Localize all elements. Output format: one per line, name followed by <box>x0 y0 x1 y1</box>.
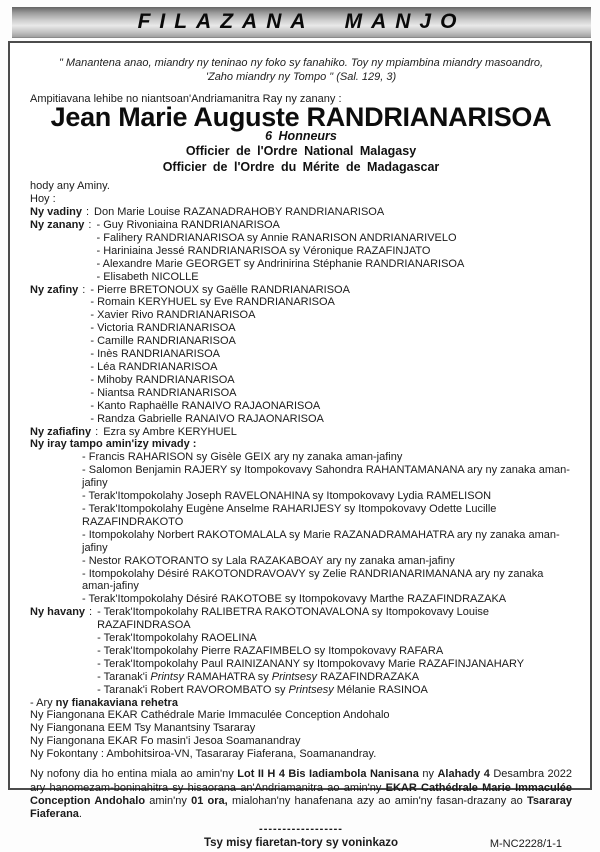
label-colon: : <box>88 219 92 232</box>
footer-row <box>30 837 572 852</box>
text-segment: 01 ora, <box>191 794 228 807</box>
family-row <box>30 426 572 439</box>
text-segment: Victoria RANDRIANARISOA <box>97 322 236 335</box>
family-row-items <box>96 219 572 284</box>
masthead-banner <box>12 7 591 38</box>
family-member <box>82 490 572 503</box>
text-segment: ny <box>418 768 438 781</box>
family-row <box>30 219 572 284</box>
family-member <box>82 503 572 529</box>
dash-marker: - <box>90 361 98 373</box>
text-segment: Terak'Itompokolahy Paul RAINIZANANY sy Itompokovavy Marie RAZAFINJANAHARY <box>103 657 525 670</box>
text-segment: - Ary <box>30 696 56 709</box>
family-row-items <box>97 606 572 696</box>
deceased-name: Jean Marie Auguste RANDRIANARISOA <box>50 101 552 132</box>
dash-marker: - <box>82 490 89 503</box>
family-member <box>96 219 572 232</box>
text-segment: Terak'Itompokolahy Pierre RAZAFIMBELO sy Itompokovavy RAFARA <box>103 644 444 657</box>
text-segment: RAZAFINDRAZAKA <box>317 670 420 683</box>
ary-family-line <box>30 697 572 710</box>
dash-marker: - <box>90 373 98 386</box>
hoy-line: Hoy : <box>30 193 56 206</box>
dash-marker: - <box>82 528 89 541</box>
family-member <box>94 206 572 219</box>
text-segment: Francis RAHARISON sy Gisèle GEIX ary ny zanaka aman-jafiny <box>88 451 403 464</box>
family-member <box>90 322 572 335</box>
text-segment: Falihery RANDRIANARISOA sy Annie RANARISON ANDRIANARIVELO <box>103 231 457 244</box>
label-colon: : <box>89 606 93 619</box>
family-member <box>97 658 572 671</box>
label-colon: : <box>82 283 86 296</box>
family-member <box>97 645 572 658</box>
text-segment: RAMAHATRA sy <box>183 670 272 683</box>
family-member <box>97 684 572 697</box>
family-member <box>82 555 572 568</box>
dash-marker: - <box>82 593 89 606</box>
family-row <box>30 606 572 696</box>
text-segment: Desambra 2022 ary hanomezam-boninahitra sy hisaorana an'Andriamanitra ao amin'ny <box>30 768 573 794</box>
dash-marker: - <box>97 670 104 683</box>
family-row-items <box>94 206 572 219</box>
honor-line: Officier de l'Ordre du Mérite de Madagascar <box>162 159 440 174</box>
dash-marker: - <box>96 231 104 244</box>
honor-line: 6 Honneurs <box>265 128 337 143</box>
family-member <box>97 671 572 684</box>
text-segment: Don Marie Louise RAZANADRAHOBY RANDRIANARISOA <box>94 206 385 219</box>
text-segment: Guy Rivoniaina RANDRIANARISOA <box>103 219 280 232</box>
text-segment: Inès RANDRIANARISOA <box>97 348 220 361</box>
family-member <box>82 529 572 555</box>
text-segment: Elisabeth NICOLLE <box>103 270 199 283</box>
text-segment: amin'ny <box>145 794 192 807</box>
family-member <box>82 593 572 606</box>
text-segment: Léa RANDRIANARISOA <box>97 361 218 373</box>
dash-marker: - <box>96 270 104 283</box>
text-segment: Alahady 4 <box>437 768 490 781</box>
family-member <box>90 284 572 297</box>
text-segment: . <box>78 808 82 821</box>
publication-title: FILAZANA MANJO <box>137 10 466 33</box>
family-member <box>97 632 572 645</box>
text-segment: EKAR Cathédrale Marie Immaculée Conception Andohalo <box>30 781 572 807</box>
family-row-label: Ny zafiafiny <box>30 425 92 438</box>
family-member <box>90 348 572 361</box>
label-colon: : <box>85 206 90 219</box>
family-member <box>90 296 572 309</box>
dash-marker: - <box>97 632 104 645</box>
family-member <box>90 309 572 322</box>
text-segment: mialohan'ny hanafenana azy ao amin'ny fasan-drazany ao <box>227 794 527 807</box>
dash-marker: - <box>90 335 98 348</box>
family-row <box>30 206 572 219</box>
family-member <box>90 374 572 387</box>
family-row <box>30 438 572 606</box>
family-row-items <box>103 426 572 439</box>
text-segment: Kanto Raphaëlle RANAIVO RAJAONARISOA <box>97 399 321 412</box>
community-line: Ny Fiangonana EKAR Cathédrale Marie Immaculée Conception Andohalo <box>30 709 390 722</box>
dash-marker: - <box>82 554 89 567</box>
dash-marker: - <box>97 606 104 619</box>
family-member <box>90 400 572 413</box>
label-colon: : <box>95 425 99 438</box>
dash-marker: - <box>90 399 98 412</box>
text-segment: Taranak'i Robert RAVOROMBATO sy <box>103 683 289 696</box>
family-list <box>30 206 572 696</box>
text-segment: Itompokolahy Désiré RAKOTONDRAVOAVY sy Zelie RANDRIANARIMANANA ary ny zanaka aman-jafiny <box>82 567 544 593</box>
text-segment: Terak'Itompokolahy Eugène Anselme RAHARIJESY sy Itompokovavy Odette Lucille RAZAFINDRAKOTO <box>82 502 497 528</box>
community-line: Ny Fiangonana EKAR Fo masin'i Jesoa Soamanandray <box>30 735 301 748</box>
family-row-label: Ny havany <box>30 606 86 619</box>
family-member <box>82 451 572 464</box>
honor-line: Officier de l'Ordre National Malagasy <box>185 144 417 159</box>
family-row-label: Ny iray tampo amin'izy mivady : <box>30 438 197 451</box>
quote-line-1: " Manantena anao, miandry ny teninao ny foko sy fanahiko. Toy ny mpiambina miandry masoandro, <box>58 57 544 69</box>
separator-dashes: ------------------ <box>259 822 343 835</box>
family-row-label: Ny zanany <box>30 219 85 232</box>
dash-marker: - <box>97 644 104 657</box>
family-member <box>97 606 572 632</box>
family-member <box>90 361 572 374</box>
scripture-quote <box>30 56 572 84</box>
family-row-items <box>82 451 572 606</box>
dash-marker: - <box>90 309 98 322</box>
announcement-frame <box>8 41 592 850</box>
text-segment: Alexandre Marie GEORGET sy Andrinirina Stéphanie RANDRIANARISOA <box>102 257 465 270</box>
text-segment: Terak'Itompokolahy Joseph RAVELONAHINA sy Itompokovavy Lydia RAMELISON <box>88 490 492 503</box>
text-segment: Hariniaina Jessé RANDRIANARISOA sy Véronique RAZAFINJATO <box>103 244 431 257</box>
family-member <box>96 258 572 271</box>
text-segment: Lot II H 4 Bis Iadiambola Nanisana <box>237 768 419 781</box>
community-line: Ny Fiangonana EEM Tsy Manantsiny Tsararay <box>30 722 256 735</box>
text-segment: Nestor RAKOTORANTO sy Lala RAZAKABOAY ary ny zanaka aman-jafiny <box>88 554 455 567</box>
family-member <box>90 413 572 426</box>
honors-list <box>30 129 572 176</box>
family-row-label: Ny zafiny <box>30 283 79 296</box>
family-member <box>96 245 572 258</box>
dash-marker: - <box>90 322 98 335</box>
family-row-label: Ny vadiny <box>30 206 82 219</box>
dash-marker: - <box>90 296 98 309</box>
community-lines <box>30 709 572 761</box>
dash-marker: - <box>90 386 98 399</box>
hody-line: hody any Aminy. <box>30 180 110 193</box>
dash-marker: - <box>82 502 89 515</box>
family-member <box>82 464 572 490</box>
family-member <box>96 271 572 284</box>
footer-note: Tsy misy fiaretan-tory sy voninkazo <box>203 836 399 849</box>
text-segment: Mélanie RASINOA <box>333 683 428 696</box>
text-segment: Xavier Rivo RANDRIANARISOA <box>97 309 256 322</box>
funeral-announcement <box>30 768 572 822</box>
family-member <box>96 232 572 245</box>
text-segment: Terak'Itompokolahy RAOELINA <box>103 632 257 645</box>
text-segment: Printsy <box>150 670 184 683</box>
text-segment: Randza Gabrielle RANAIVO RAJAONARISOA <box>97 412 324 425</box>
text-segment: Camille RANDRIANARISOA <box>97 335 236 348</box>
text-segment: ny fianakaviana rehetra <box>55 696 178 709</box>
text-segment: Romain KERYHUEL sy Eve RANDRIANARISOA <box>97 296 335 309</box>
reference-number: M-NC2228/1-1 <box>489 837 562 850</box>
intro-line: Ampitiavana lehibe no niantsoan'Andriamanitra Ray ny zanany : <box>30 93 342 105</box>
text-segment: Niantsa RANDRIANARISOA <box>97 386 237 399</box>
dash-marker: - <box>96 244 104 257</box>
text-segment: Salomon Benjamin RAJERY sy Itompokovavy Sahondra RAHANTAMANANA ary ny zanaka aman-jafiny <box>82 464 570 490</box>
dash-marker: - <box>96 219 104 232</box>
dash-marker: - <box>97 683 104 696</box>
quote-line-2: 'Zaho miandry ny Tompo " (Sal. 129, 3) <box>205 71 397 83</box>
dash-marker: - <box>97 657 104 670</box>
family-member <box>90 387 572 400</box>
text-segment: Tsararay Fiaferana <box>30 794 572 821</box>
text-segment: Itompokolahy Norbert RAKOTOMALALA sy Marie RAZANADRAMAHATRA ary ny zanaka aman-jafiny <box>82 528 560 554</box>
text-segment: Printsesy <box>271 670 318 683</box>
dash-marker: - <box>90 348 98 361</box>
text-segment: Terak'Itompokolahy RALIBETRA RAKOTONAVALONA sy Itompokovavy Louise RAZAFINDRASOA <box>97 606 490 632</box>
text-segment: Pierre BRETONOUX sy Gaëlle RANDRIANARISOA <box>97 283 350 296</box>
text-segment: Printsesy <box>288 683 334 696</box>
family-row-items <box>90 284 572 426</box>
family-row <box>30 284 572 426</box>
text-segment: Taranak'i <box>103 670 151 683</box>
dash-marker: - <box>82 464 89 477</box>
text-segment: Ezra sy Ambre KERYHUEL <box>103 425 237 438</box>
dash-marker: - <box>96 257 103 270</box>
family-member <box>90 335 572 348</box>
dash-marker: - <box>82 451 89 464</box>
text-segment: Terak'Itompokolahy Désiré RAKOTOBE sy Itompokovavy Marthe RAZAFINDRAZAKA <box>88 593 507 606</box>
community-line: Ny Fokontany : Ambohitsiroa-VN, Tasararay Fiaferana, Soamanandray. <box>30 748 377 761</box>
dash-marker: - <box>90 412 98 425</box>
dash-marker: - <box>82 567 89 580</box>
dash-marker: - <box>90 283 98 296</box>
text-segment: Mihoby RANDRIANARISOA <box>97 373 235 386</box>
family-member <box>103 426 572 439</box>
text-segment: Ny nofony dia ho entina miala ao amin'ny <box>30 768 238 781</box>
family-member <box>82 568 572 594</box>
